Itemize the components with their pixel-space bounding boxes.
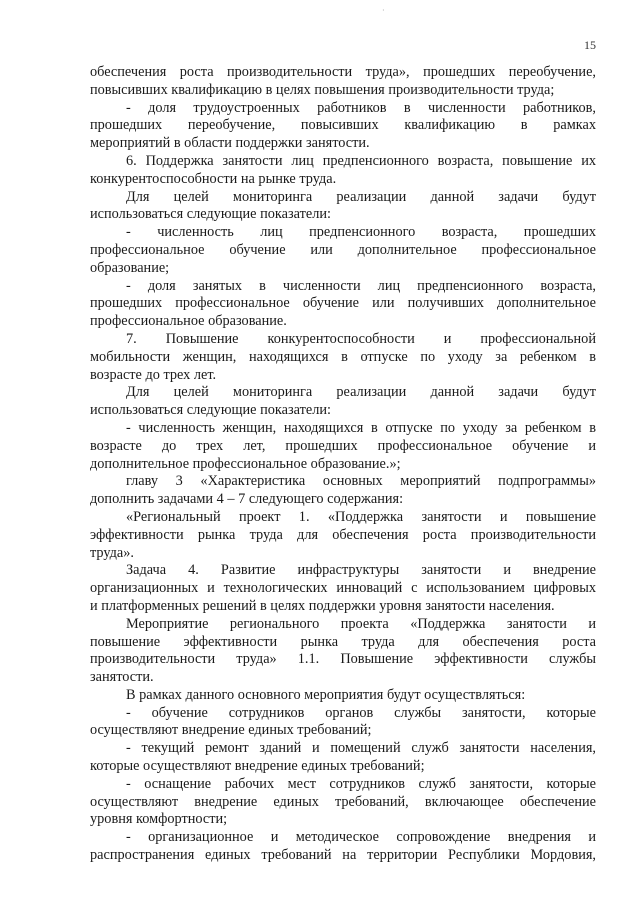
text-line: производительности труда» 1.1. Повышение эффективности службы <box>90 651 596 668</box>
top-mark: · <box>382 6 385 15</box>
text-line: занятости. <box>90 669 154 686</box>
text-line: профессиональное образование. <box>90 313 287 330</box>
text-line: 7. Повышение конкурентоспособности и профессиональной <box>126 330 596 347</box>
text-line: использоваться следующие показатели: <box>90 402 331 419</box>
text-line: осуществляют внедрение единых требований; <box>90 722 372 739</box>
text-line: Для целей мониторинга реализации данной задачи будут <box>126 384 596 401</box>
text-line: - доля занятых в численности лиц предпенсионного возраста, <box>126 277 596 294</box>
text-line: конкурентоспособности на рынке труда. <box>90 170 337 187</box>
text-line: уровня комфортности; <box>90 811 228 828</box>
text-line: возрасте до трех лет. <box>90 366 217 383</box>
text-line: которые осуществляют внедрение единых требований; <box>90 758 425 775</box>
text-line: - доля трудоустроенных работников в численности работников, <box>126 99 596 116</box>
text-line: мобильности женщин, находящихся в отпуске по уходу за ребенком в <box>90 348 596 365</box>
text-line: эффективности рынка труда для обеспечения роста производительности <box>90 526 596 543</box>
text-line: - численность лиц предпенсионного возраста, прошедших <box>126 224 596 241</box>
text-line: обеспечения роста производительности труда», прошедших переобучение, <box>90 64 596 80</box>
text-line: В рамках данного основного мероприятия будут осуществляться: <box>126 686 526 703</box>
text-line: - организационное и методическое сопровождение внедрения и <box>126 829 596 846</box>
text-line: и платформенных решений в целях поддержки уровня занятости населения. <box>90 597 555 614</box>
text-line: Мероприятие регионального проекта «Поддержка занятости и <box>126 615 596 632</box>
text-line: - обучение сотрудников органов службы занятости, которые <box>126 704 596 721</box>
text-line: Для целей мониторинга реализации данной задачи будут <box>126 188 596 205</box>
text-line: дополнить задачами 4 – 7 следующего содержания: <box>90 491 404 508</box>
text-line: «Региональный проект 1. «Поддержка занятости и повышение <box>126 508 596 525</box>
text-line: Задача 4. Развитие инфраструктуры занятости и внедрение <box>126 562 596 579</box>
document-body <box>90 64 596 865</box>
text-line: труда». <box>90 544 134 561</box>
text-line: - текущий ремонт зданий и помещений служб занятости населения, <box>126 740 596 757</box>
page-number: 15 <box>584 38 596 52</box>
text-line: распространения единых требований на территории Республики Мордовия, <box>90 847 596 864</box>
text-line: осуществляют внедрение единых требований, включающее обеспечение <box>90 793 596 810</box>
text-line: образование; <box>90 259 170 276</box>
text-line: возрасте до трех лет, прошедших профессиональное обучение и <box>90 437 596 454</box>
text-line: прошедших профессиональное обучение или получивших дополнительное <box>90 295 596 312</box>
text-line: мероприятий в области поддержки занятости. <box>90 135 370 152</box>
text-line: дополнительное профессиональное образование.»; <box>90 455 401 472</box>
text-line: использоваться следующие показатели: <box>90 206 331 223</box>
text-line: профессиональное обучение или дополнительное профессиональное <box>90 241 596 258</box>
text-line: повысивших квалификацию в целях повышения производительности труда; <box>90 81 555 98</box>
text-line: - оснащение рабочих мест сотрудников служб занятости, которые <box>126 775 596 792</box>
text-line: повышение эффективности рынка труда для обеспечения роста <box>90 633 596 650</box>
text-line: прошедших переобучение, повысивших квалификацию в рамках <box>90 117 596 134</box>
text-line: 6. Поддержка занятости лиц предпенсионного возраста, повышение их <box>126 152 596 169</box>
text-line: главу 3 «Характеристика основных мероприятий подпрограммы» <box>126 473 596 490</box>
text-line: - численность женщин, находящихся в отпуске по уходу за ребенком в <box>126 419 596 436</box>
text-line: организационных и технологических инноваций с использованием цифровых <box>90 580 596 597</box>
